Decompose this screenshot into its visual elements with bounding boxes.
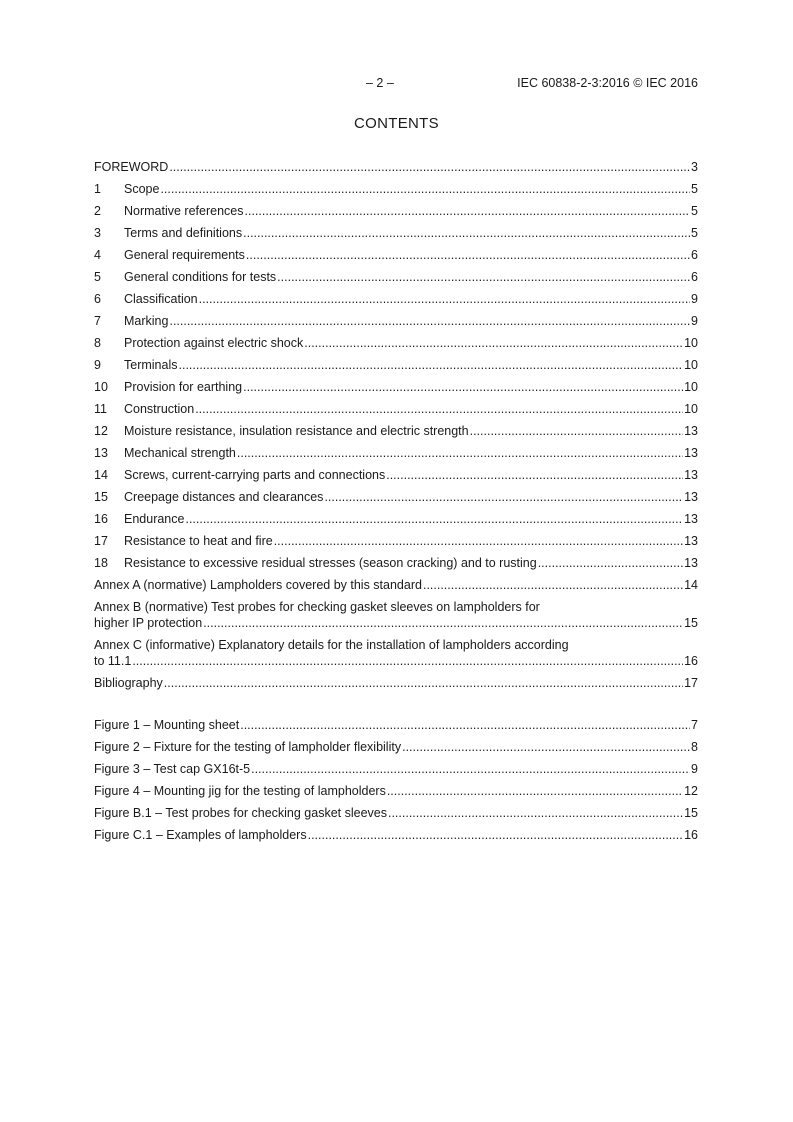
figure-entry-title: Figure 4 – Mounting jig for the testing of lampholders (94, 784, 386, 798)
dot-leader (277, 269, 690, 285)
bibliography-title: Bibliography (94, 676, 163, 690)
toc-entry-page: 5 (691, 182, 698, 196)
toc-entry[interactable] (94, 511, 698, 533)
dot-leader (243, 225, 690, 241)
toc-entry-title: Classification (124, 292, 198, 306)
toc-entry[interactable] (94, 555, 698, 577)
toc-entry-number: 17 (94, 534, 108, 548)
figure-entry-title: Figure C.1 – Examples of lampholders (94, 828, 307, 842)
toc-entry-page: 10 (684, 358, 698, 372)
toc-entry-title: Protection against electric shock (124, 336, 304, 350)
toc-entry-page: 13 (684, 424, 698, 438)
toc-entry-title: Resistance to excessive residual stresses (season cracking) and to rusting (124, 556, 537, 570)
figure-entry-title: Figure 3 – Test cap GX16t-5 (94, 762, 251, 776)
figure-entry-page: 7 (691, 718, 698, 732)
toc-entry[interactable] (94, 445, 698, 467)
bibliography-entry[interactable] (94, 675, 698, 697)
dot-leader (324, 489, 683, 505)
dot-leader (179, 357, 684, 373)
toc-entry-page: 13 (684, 512, 698, 526)
dot-leader (243, 379, 683, 395)
toc-entry[interactable] (94, 269, 698, 291)
toc-entry-number: 4 (94, 248, 101, 262)
annex-entry-title: Annex A (normative) Lampholders covered by this standard (94, 578, 422, 592)
toc-entry-title: Endurance (124, 512, 185, 526)
toc-entry-number: 13 (94, 446, 108, 460)
dot-leader (199, 291, 690, 307)
toc-entry-number: 18 (94, 556, 108, 570)
toc-entry-page: 13 (684, 468, 698, 482)
page-header (94, 76, 698, 92)
toc-entry-title: Normative references (124, 204, 244, 218)
toc-entry-page: 3 (691, 160, 698, 174)
annex-entry[interactable] (94, 577, 698, 599)
toc-entry[interactable] (94, 247, 698, 269)
figure-entry-page: 15 (684, 806, 698, 820)
toc-entry-title: General requirements (124, 248, 245, 262)
annex-entry-page: 14 (684, 578, 698, 592)
toc-entry-title: General conditions for tests (124, 270, 277, 284)
page-number: – 2 – (366, 76, 394, 90)
toc-entry-number: 8 (94, 336, 101, 350)
dot-leader (386, 467, 683, 483)
dot-leader (251, 761, 690, 777)
toc-entry-title: Provision for earthing (124, 380, 243, 394)
dot-leader (160, 181, 690, 197)
toc-entry-number: 16 (94, 512, 108, 526)
toc-entry-title: Mechanical strength (124, 446, 236, 460)
toc-entry-page: 10 (684, 336, 698, 350)
toc-entry-number: 3 (94, 226, 101, 240)
toc-entry-title: Moisture resistance, insulation resistance and electric strength (124, 424, 469, 438)
annex-entry-page: 15 (684, 616, 698, 630)
toc-entry-number: 6 (94, 292, 101, 306)
toc-entry-page: 10 (684, 402, 698, 416)
dot-leader (203, 615, 683, 631)
annex-entry-title-continued: higher IP protection (94, 616, 203, 630)
toc-entry-title: Scope (124, 182, 160, 196)
dot-leader (237, 445, 683, 461)
toc-entry-number: 12 (94, 424, 108, 438)
dot-leader (164, 675, 683, 691)
toc-entry[interactable] (94, 291, 698, 313)
toc-entry-page: 9 (691, 314, 698, 328)
annex-entry-page: 16 (684, 654, 698, 668)
dot-leader (132, 653, 683, 669)
dot-leader (308, 827, 683, 843)
annex-entry-title: Annex B (normative) Test probes for checking gasket sleeves on lampholders for (94, 600, 540, 614)
toc-entry-page: 6 (691, 270, 698, 284)
dot-leader (423, 577, 683, 593)
figure-entry[interactable] (94, 739, 698, 761)
dot-leader (388, 805, 683, 821)
figure-entry-page: 8 (691, 740, 698, 754)
toc-entry-number: 9 (94, 358, 101, 372)
dot-leader (169, 313, 690, 329)
figure-entry[interactable] (94, 805, 698, 827)
toc-entry-page: 9 (691, 292, 698, 306)
toc-entry[interactable] (94, 181, 698, 203)
toc-entry-page: 13 (684, 446, 698, 460)
dot-leader (387, 783, 683, 799)
toc-entry-page: 13 (684, 556, 698, 570)
toc-entry[interactable] (94, 489, 698, 511)
figure-entry-title: Figure 2 – Fixture for the testing of lampholder flexibility (94, 740, 402, 754)
figure-entry[interactable] (94, 717, 698, 739)
toc-entry-title: FOREWORD (94, 160, 169, 174)
dot-leader (274, 533, 683, 549)
dot-leader (245, 203, 691, 219)
toc-entry[interactable] (94, 467, 698, 489)
toc-entry[interactable] (94, 533, 698, 555)
figure-entry[interactable] (94, 761, 698, 783)
dot-leader (169, 159, 690, 175)
toc-entry-number: 1 (94, 182, 101, 196)
toc-entry-title: Resistance to heat and fire (124, 534, 273, 548)
toc-entry-number: 7 (94, 314, 101, 328)
annex-entry[interactable] (94, 599, 698, 637)
dot-leader (538, 555, 683, 571)
toc-entry-title: Creepage distances and clearances (124, 490, 324, 504)
toc-entry-title: Terms and definitions (124, 226, 243, 240)
toc-entry-number: 10 (94, 380, 108, 394)
toc-entry-number: 5 (94, 270, 101, 284)
contents-title: CONTENTS (354, 115, 439, 132)
figure-entry[interactable] (94, 783, 698, 805)
annex-entry-title: Annex C (informative) Explanatory details for the installation of lampholders according (94, 638, 569, 652)
figure-entry-page: 9 (691, 762, 698, 776)
toc-entry-page: 5 (691, 204, 698, 218)
toc-entry-number: 14 (94, 468, 108, 482)
table-of-contents (94, 159, 698, 849)
toc-entry[interactable] (94, 203, 698, 225)
toc-entry[interactable] (94, 423, 698, 445)
figure-entry[interactable] (94, 827, 698, 849)
toc-entry-foreword[interactable] (94, 159, 698, 181)
toc-entry-page: 6 (691, 248, 698, 262)
toc-entry-number: 15 (94, 490, 108, 504)
toc-entry[interactable] (94, 313, 698, 335)
annex-entry-title-continued: to 11.1 (94, 654, 132, 668)
figure-entry-title: Figure B.1 – Test probes for checking gasket sleeves (94, 806, 387, 820)
section-gap (94, 697, 698, 717)
dot-leader (195, 401, 683, 417)
toc-entry-page: 10 (684, 380, 698, 394)
figure-entry-title: Figure 1 – Mounting sheet (94, 718, 240, 732)
toc-entry-title: Terminals (124, 358, 178, 372)
toc-entry-title: Construction (124, 402, 195, 416)
toc-entry-page: 13 (684, 490, 698, 504)
toc-entry[interactable] (94, 225, 698, 247)
dot-leader (470, 423, 683, 439)
dot-leader (304, 335, 683, 351)
toc-entry[interactable] (94, 401, 698, 423)
bibliography-page: 17 (684, 676, 698, 690)
toc-entry[interactable] (94, 379, 698, 401)
toc-entry[interactable] (94, 335, 698, 357)
dot-leader (402, 739, 690, 755)
toc-entry-page: 13 (684, 534, 698, 548)
toc-entry-title: Marking (124, 314, 169, 328)
figure-entry-page: 16 (684, 828, 698, 842)
toc-entry-number: 11 (94, 402, 107, 416)
figure-entry-page: 12 (684, 784, 698, 798)
annex-entry[interactable] (94, 637, 698, 675)
dot-leader (240, 717, 690, 733)
dot-leader (185, 511, 683, 527)
toc-entry[interactable] (94, 357, 698, 379)
document-reference: IEC 60838-2-3:2016 © IEC 2016 (517, 76, 698, 90)
toc-entry-page: 5 (691, 226, 698, 240)
toc-entry-number: 2 (94, 204, 101, 218)
toc-entry-title: Screws, current-carrying parts and connections (124, 468, 386, 482)
dot-leader (246, 247, 690, 263)
